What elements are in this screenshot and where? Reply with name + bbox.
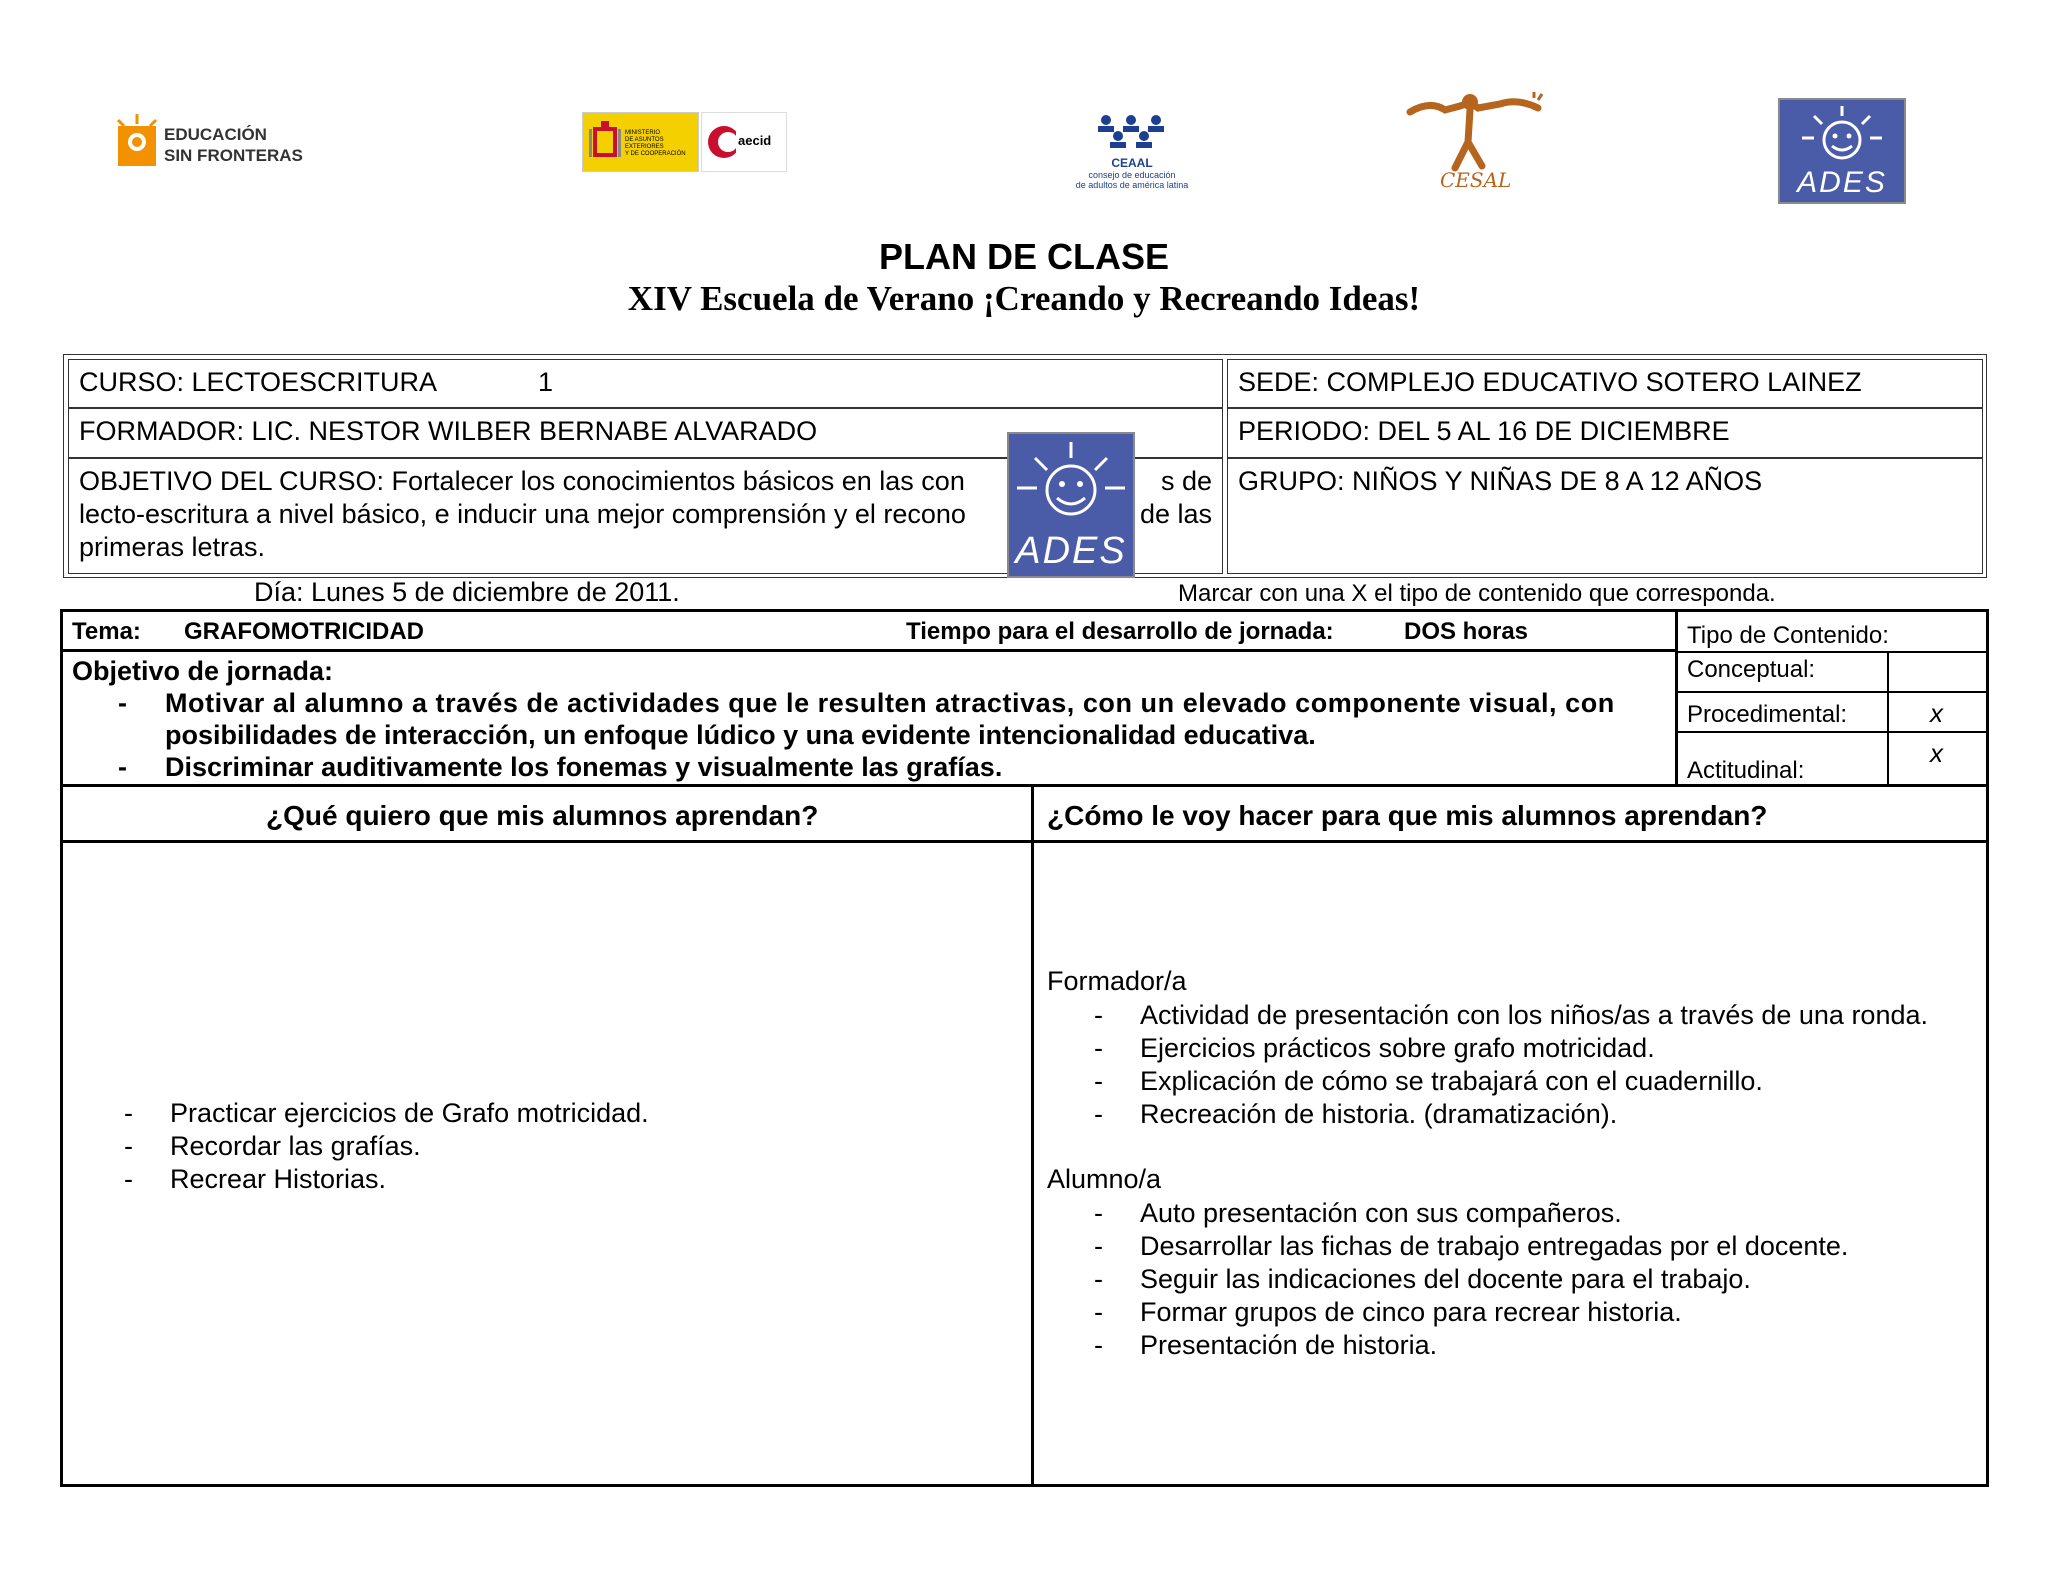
list-item-text: Actividad de presentación con los niños/as a través de una ronda. [1140, 1000, 1928, 1030]
ministerio-line3: Y DE COOPERACIÓN [625, 151, 686, 157]
periodo-cell [1227, 408, 1983, 458]
objetivo-curso-line1: OBJETIVO DEL CURSO: Fortalecer los conocimientos básicos en las con [79, 466, 965, 496]
tema-label: Tema: [72, 618, 141, 645]
tiempo-value: DOS horas [1404, 618, 1529, 645]
list-item [124, 1130, 649, 1163]
ministerio-line2: DE ASUNTOS EXTERIORES [625, 137, 664, 150]
curso-text: CURSO: LECTOESCRITURA [79, 367, 438, 397]
contenido-header: Tipo de Contenido: [1687, 622, 1889, 649]
alumno-label: Alumno/a [1047, 1164, 1162, 1194]
formador-text: FORMADOR: LIC. NESTOR WILBER BERNABE ALVARADO [79, 416, 818, 446]
ades-overlay-sun-icon [1009, 436, 1133, 536]
columns-divider [1031, 784, 1034, 1487]
list-item [1094, 1197, 1848, 1230]
bullet-dash: - [1094, 1198, 1103, 1228]
formador-label: Formador/a [1047, 966, 1187, 996]
headers-divider [60, 840, 1989, 843]
ceaal-name: CEAAL [1111, 156, 1153, 170]
objetivo-curso-line1-end: s de [1160, 466, 1212, 496]
aecid-c-icon [706, 122, 736, 162]
objetivo-jornada-item1-l1: Motivar al alumno a través de actividades que le resulten atractivas, con un elevado componente visual, con [165, 688, 1615, 718]
list-item-text: Recreación de historia. (dramatización). [1140, 1099, 1618, 1129]
bullet-dash: - [124, 1164, 133, 1194]
ceaal-line1: consejo de educación [1088, 170, 1176, 180]
grupo-text: GRUPO: NIÑOS Y NIÑAS DE 8 A 12 AÑOS [1238, 466, 1763, 496]
cesal-figure-icon [1400, 92, 1550, 172]
list-item-text: Presentación de historia. [1140, 1330, 1438, 1360]
list-item [1094, 1032, 1928, 1065]
contenido-line-3 [1677, 731, 1987, 733]
list-item-text: Recordar las grafías. [170, 1131, 421, 1161]
tiempo-label: Tiempo para el desarrollo de jornada: [906, 618, 1334, 645]
ministerio-line1: MINISTERIO [625, 130, 661, 136]
list-item-text: Recrear Historias. [170, 1164, 387, 1194]
list-item-text: Practicar ejercicios de Grafo motricidad. [170, 1098, 649, 1128]
list-item [124, 1163, 649, 1196]
tema-value: GRAFOMOTRICIDAD [184, 618, 424, 645]
list-item [1094, 1230, 1849, 1263]
tema-divider [60, 649, 1678, 652]
list-item-text: Formar grupos de cinco para recrear historia. [1140, 1297, 1682, 1327]
periodo-text: PERIODO: DEL 5 AL 16 DE DICIEMBRE [1238, 416, 1730, 446]
list-item-text: Seguir las indicaciones del docente para el trabajo. [1140, 1264, 1751, 1294]
objetivo-curso-line2-end: de las [1139, 499, 1212, 529]
list-item [1094, 999, 1928, 1032]
objetivo-jornada-dash-1: - [118, 688, 127, 718]
sede-text: SEDE: COMPLEJO EDUCATIVO SOTERO LAINEZ [1238, 367, 1862, 397]
ceaal-line2: de adultos de américa latina [1075, 180, 1189, 190]
bullet-dash: - [124, 1131, 133, 1161]
bullet-dash: - [1094, 1066, 1103, 1096]
actitudinal-label: Actitudinal: [1687, 757, 1805, 784]
objetivo-curso-line2: lecto-escritura a nivel básico, e inducir una mejor comprensión y el recono [79, 499, 966, 529]
list-item-text: Explicación de cómo se trabajará con el cuadernillo. [1140, 1066, 1763, 1096]
objetivo-curso-line3: primeras letras. [79, 532, 266, 562]
contenido-header-line [1677, 651, 1987, 653]
curso-cell [68, 359, 1223, 408]
objetivo-jornada-dash-2: - [118, 752, 127, 782]
aecid-label: aecid [738, 133, 772, 148]
procedimental-mark: x [1930, 698, 1943, 728]
left-objectives-list [124, 1097, 649, 1196]
marcar-instruction: Marcar con una X el tipo de contenido que corresponda. [1178, 580, 1776, 607]
logo-ceaal [1044, 112, 1220, 192]
sun-figure-icon [112, 112, 160, 172]
esf-line1: EDUCACIÓN [164, 125, 267, 144]
ceaal-people-icon [1094, 112, 1168, 154]
alumno-list [1094, 1197, 1849, 1362]
procedimental-label: Procedimental: [1687, 701, 1848, 728]
bullet-dash: - [1094, 1033, 1103, 1063]
objetivo-jornada-label: Objetivo de jornada: [72, 656, 334, 686]
col-right-header: ¿Cómo le voy hacer para que mis alumnos aprendan? [1047, 800, 1768, 831]
list-item [1094, 1065, 1928, 1098]
esf-line2: SIN FRONTERAS [164, 146, 303, 165]
contenido-mark-divider [1887, 651, 1889, 785]
logo-educacion-sin-fronteras [112, 110, 312, 172]
bullet-dash: - [1094, 1099, 1103, 1129]
objetivo-jornada-item2: Discriminar auditivamente los fonemas y visualmente las grafías. [165, 752, 1003, 782]
list-item [1094, 1098, 1928, 1131]
formador-list [1094, 999, 1928, 1131]
col-left-header: ¿Qué quiero que mis alumnos aprendan? [266, 800, 819, 831]
bullet-dash: - [1094, 1297, 1103, 1327]
bullet-dash: - [1094, 1264, 1103, 1294]
list-item [1094, 1263, 1848, 1296]
ades-overlay-label: ADES [1015, 530, 1127, 572]
sede-cell [1227, 359, 1983, 408]
objetivo-jornada-item1-l2: posibilidades de interacción, un enfoque lúdico y una evidente intencionalidad educativa. [165, 720, 1316, 750]
grupo-cell [1227, 458, 1983, 574]
ades-sun-icon [1780, 102, 1904, 172]
list-item [1094, 1329, 1848, 1362]
page-title: PLAN DE CLASE [878, 236, 1170, 277]
list-item [124, 1097, 649, 1130]
list-item-text: Auto presentación con sus compañeros. [1140, 1198, 1622, 1228]
dia-text: Día: Lunes 5 de diciembre de 2011. [254, 577, 680, 607]
actitudinal-mark: x [1930, 738, 1943, 768]
logo-ades [1778, 98, 1906, 204]
bullet-dash: - [1094, 1000, 1103, 1030]
list-item-text: Ejercicios prácticos sobre grafo motricidad. [1140, 1033, 1655, 1063]
list-item [1094, 1296, 1848, 1329]
logo-cesal [1400, 92, 1550, 197]
bullet-dash: - [1094, 1330, 1103, 1360]
conceptual-label: Conceptual: [1687, 656, 1816, 683]
ades-overlay-logo [1007, 432, 1135, 578]
page-subtitle: XIV Escuela de Verano ¡Creando y Recreando Ideas! [627, 279, 1421, 318]
bullet-dash: - [1094, 1231, 1103, 1261]
contenido-line-2 [1677, 691, 1987, 693]
coat-of-arms-icon [587, 117, 623, 167]
contenido-divider [1675, 609, 1678, 785]
list-item-text: Desarrollar las fichas de trabajo entregadas por el docente. [1140, 1231, 1849, 1261]
curso-number: 1 [538, 367, 554, 397]
ades-label: ADES [1797, 166, 1887, 199]
bullet-dash: - [124, 1098, 133, 1128]
cesal-label: CESAL [1440, 168, 1512, 192]
logo-ministerio-aecid [582, 112, 787, 172]
